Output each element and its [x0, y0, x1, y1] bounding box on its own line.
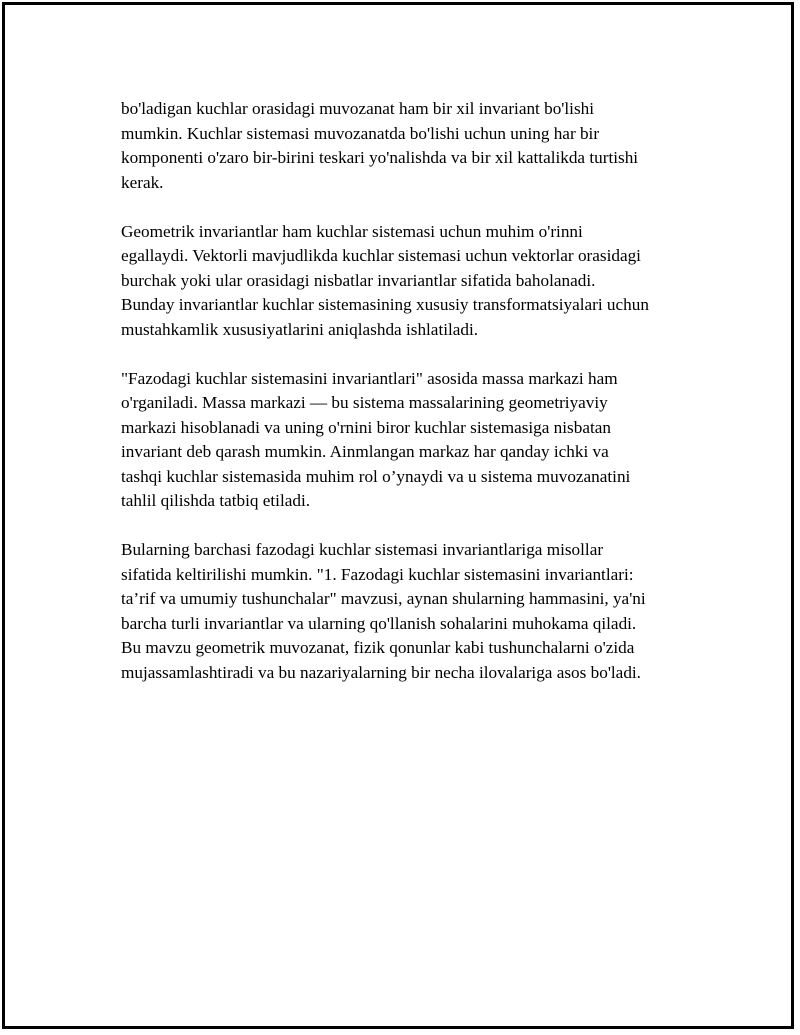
paragraph-line: Bu mavzu geometrik muvozanat, fizik qonunlar kabi tushunchalarni o'zida: [121, 638, 635, 657]
paragraph-line: sifatida keltirilishi mumkin. "1. Fazodagi kuchlar sistemasini invariantlari:: [121, 564, 634, 584]
paragraph-line: tahlil qilishda tatbiq etiladi.: [121, 491, 311, 510]
paragraph-line: bo'ladigan kuchlar orasidagi muvozanat ham bir xil invariant bo'lishi: [121, 99, 595, 118]
paragraph-line: o'rganiladi. Massa markazi — bu sistema massalarining geometriyaviy: [121, 393, 608, 412]
paragraph-3: [121, 367, 701, 514]
paragraph-line: kerak.: [121, 172, 164, 192]
paragraph-line: Bularning barchasi fazodagi kuchlar sistemasi invariantlariga misollar: [121, 540, 604, 559]
paragraph-line: komponenti o'zaro bir-birini teskari yo'nalishda va bir xil kattalikda turtishi: [121, 148, 639, 167]
paragraph-line: Bunday invariantlar kuchlar sistemasining xususiy transformatsiyalari uchun: [121, 295, 649, 314]
paragraph-line: egallaydi. Vektorli mavjudlikda kuchlar sistemasi uchun vektorlar orasidagi: [121, 246, 641, 265]
paragraph-line: mujassamlashtiradi va bu nazariyalarning bir necha ilovalariga asos bo'ladi.: [121, 662, 641, 682]
paragraph-line: Geometrik invariantlar ham kuchlar sistemasi uchun muhim o'rinni: [121, 221, 583, 241]
paragraph-line: "Fazodagi kuchlar sistemasini invariantlari" asosida massa markazi ham: [121, 368, 618, 388]
paragraph-2: [121, 220, 701, 343]
paragraph-line: markazi hisoblanadi va uning o'rnini biror kuchlar sistemasiga nisbatan: [121, 417, 611, 437]
paragraph-line: tashqi kuchlar sistemasida muhim rol o’ynaydi va u sistema muvozanatini: [121, 466, 631, 486]
paragraph-line: mumkin. Kuchlar sistemasi muvozanatda bo'lishi uchun uning har bir: [121, 123, 600, 143]
paragraph-line: ta’rif va umumiy tushunchalar" mavzusi, aynan shularning hammasini, ya'ni: [121, 589, 646, 608]
paragraph-line: invariant deb qarash mumkin. Ainmlangan markaz har qanday ichki va: [121, 442, 609, 461]
paragraph-line: mustahkamlik xususiyatlarini aniqlashda ishlatiladi.: [121, 319, 479, 339]
document-body: [121, 97, 701, 710]
paragraph-line: burchak yoki ular orasidagi nisbatlar invariantlar sifatida baholanadi.: [121, 270, 596, 290]
page-border: [2, 2, 794, 1029]
paragraph-1: [121, 97, 701, 195]
paragraph-line: barcha turli invariantlar va ularning qo'llanish sohalarini muhokama qiladi.: [121, 613, 637, 633]
paragraph-4: [121, 538, 701, 685]
